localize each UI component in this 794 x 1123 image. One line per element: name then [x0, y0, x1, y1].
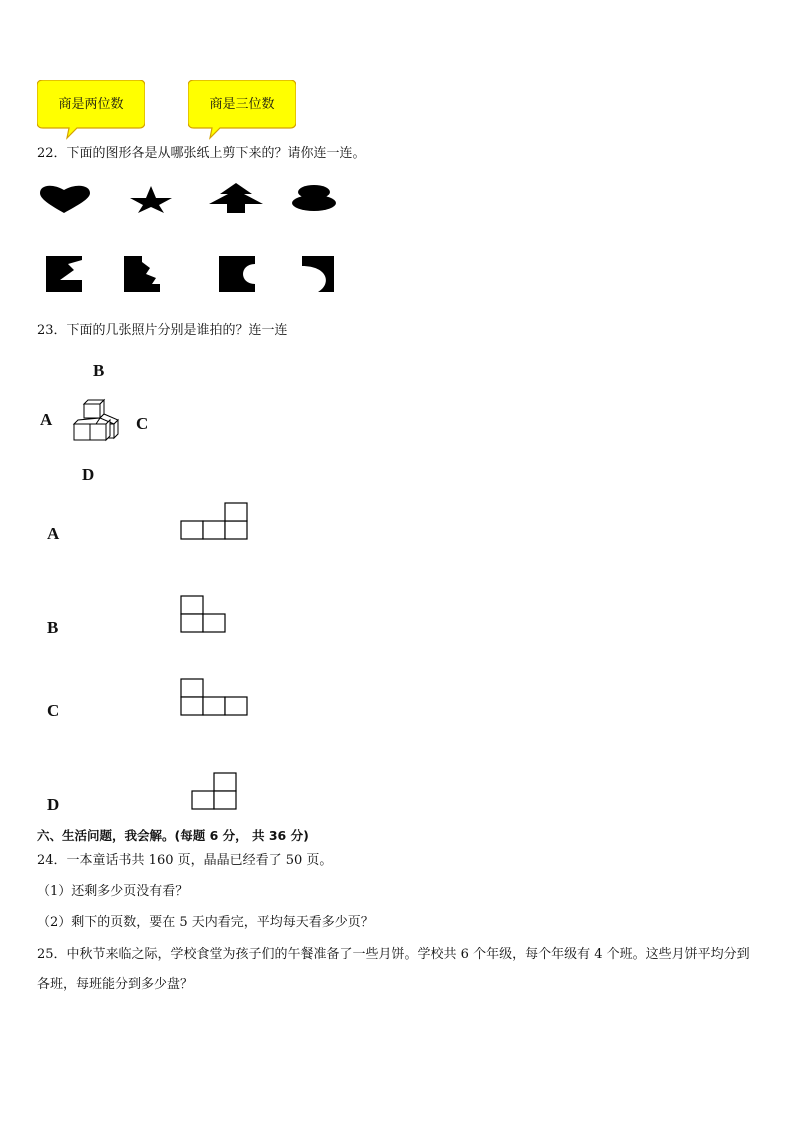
photo-label-c: C	[47, 701, 60, 720]
photo-a-view	[180, 502, 250, 542]
photo-c-view	[180, 678, 252, 718]
cube-stack-figure	[70, 396, 120, 450]
heart-icon	[40, 186, 90, 213]
callout-quotient-two-digit	[37, 80, 145, 130]
position-label-top: B	[93, 361, 105, 380]
question-25-text: 25．中秋节来临之际，学校食堂为孩子们的午餐准备了一些月饼。学校共 6 个年级，每个年级有 4 个班。这些月饼平均分到各班，每班能分到多少盘？	[37, 947, 750, 992]
photo-label-a: A	[47, 524, 60, 543]
position-label-right: C	[136, 414, 149, 433]
question-22-text: 22．下面的图形各是从哪张纸上剪下来的？请你连一连。	[37, 146, 366, 161]
cut-paper-1-icon	[46, 256, 82, 292]
callout-label: 商是三位数	[209, 97, 275, 112]
tree-icon	[209, 183, 263, 213]
question-24-sub-1: （1）还剩多少页没有看？	[37, 884, 189, 899]
question-23-text: 23．下面的几张照片分别是谁拍的？连一连	[37, 323, 288, 338]
position-label-bottom: D	[82, 465, 95, 484]
mushroom-icon	[292, 185, 336, 211]
position-label-left: A	[40, 410, 53, 429]
q22-shapes-row	[38, 183, 338, 215]
photo-b-view	[180, 595, 230, 635]
photo-label-d: D	[47, 795, 60, 814]
star-icon	[130, 186, 172, 213]
cut-paper-2-icon	[124, 256, 160, 292]
photo-d-view	[191, 772, 241, 812]
question-24-text: 24．一本童话书共 160 页，晶晶已经看了 50 页。	[37, 853, 333, 868]
q22-papers-row	[46, 254, 338, 294]
cut-paper-4-icon	[298, 256, 334, 292]
callout-quotient-three-digit	[188, 80, 296, 130]
question-24-sub-2: （2）剩下的页数，要在 5 天内看完，平均每天看多少页？	[37, 915, 374, 930]
photo-label-b: B	[47, 618, 59, 637]
cut-paper-3-icon	[219, 256, 255, 292]
callout-label: 商是两位数	[58, 97, 124, 112]
section-6-title: 六、生活问题，我会解。(每题 6 分， 共 36 分)	[37, 828, 309, 843]
